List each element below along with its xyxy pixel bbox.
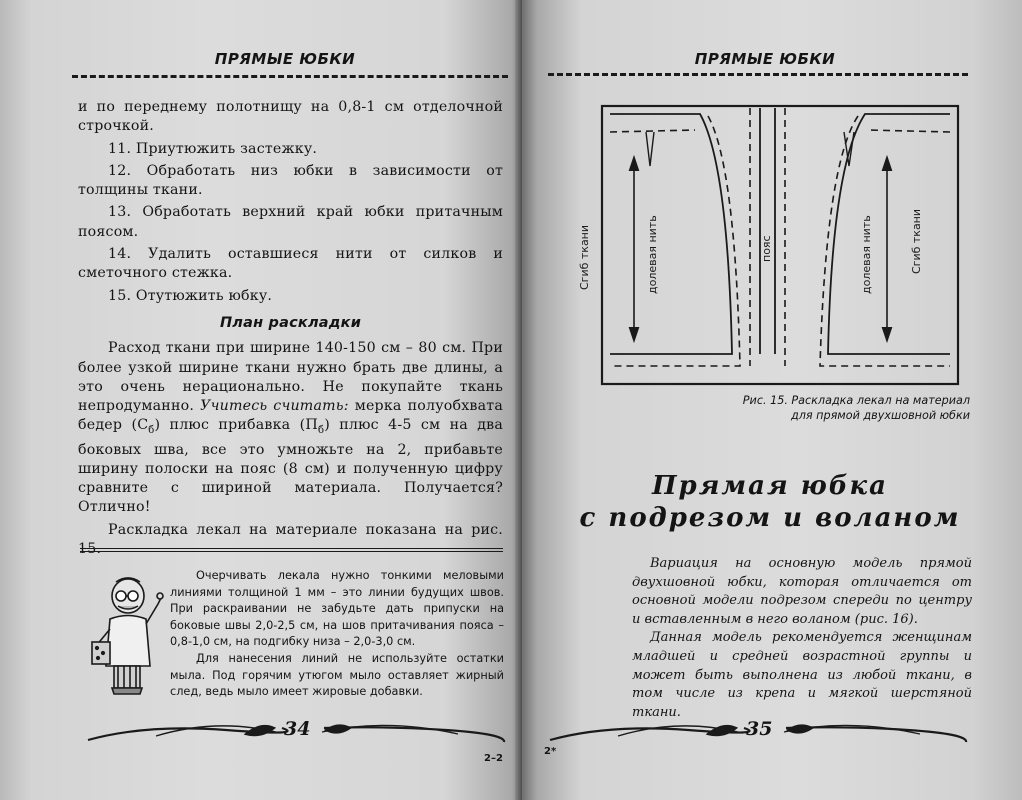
layout-diagram: [578, 104, 960, 386]
right-body-text: [632, 555, 972, 722]
plan-text-a: Расход ткани при ширине 140-150 см – 80 см. При более узкой ширине ткани нужно брать две длины, а это очень нерационально. Не покупайте ткань непродуманно.: [78, 340, 503, 415]
paragraph: 11. Приутюжить застежку.: [108, 140, 318, 157]
paragraph: 13. Обработать верхний край юбки притачным поясом.: [78, 204, 503, 240]
subheading: План раскладки: [219, 314, 362, 331]
plan-italic: Учитесь считать:: [200, 398, 349, 415]
plan-text-d: ) плюс 4-5 см на два боковых шва, все это умножьте на 2, прибавьте ширину полоски на пояс (8 см) и полученную цифру сравните с шириной материала. Получается? Отлично!: [78, 417, 503, 516]
caption-line-2: для прямой двухшовной юбки: [790, 409, 970, 422]
left-signature-mark: 2–2: [484, 753, 503, 764]
left-body-text: [78, 98, 503, 562]
right-head-rule: [548, 73, 968, 76]
plan-sub-2: б: [317, 425, 325, 437]
tip-note: [170, 568, 504, 701]
right-page-number: 35: [746, 718, 773, 740]
fold-label-right: Сгиб ткани: [910, 208, 923, 274]
paragraph: 15. Отутюжить юбку.: [108, 287, 273, 304]
right-signature-mark: 2*: [544, 746, 557, 757]
paragraph: 14. Удалить оставшиеся нити от силков и сметочного стежка.: [78, 246, 503, 282]
paragraph: и по переднему полотнищу на 0,8-1 см отделочной строчкой.: [78, 99, 503, 135]
belt-label: пояс: [760, 235, 773, 262]
right-running-head: ПРЯМЫЕ ЮБКИ: [694, 50, 836, 68]
note-paragraph-1: Очерчивать лекала нужно тонкими меловыми линиями толщиной 1 мм – это линии будущих швов. При раскраивании не забудьте дать припуски на боковые швы 2,0-2,5 см, на шов притачивания пояса – 0,8-1,0 см, на подгибку низа – 2,0-3,0 см.: [170, 569, 504, 649]
caption-line-1: Рис. 15. Раскладка лекал на материал: [742, 394, 970, 407]
section-title: [560, 470, 980, 534]
plan-sub-1: б: [148, 425, 155, 437]
plan-paragraph: [78, 339, 503, 518]
title-line-1: Прямая юбка: [651, 471, 888, 501]
plan-text-b: мерка полуобхвата бедер (С: [78, 398, 503, 434]
professor-mascot-illustration: [88, 574, 168, 696]
grain-label-right: долевая нить: [860, 215, 873, 294]
fold-label-left: Сгиб ткани: [578, 224, 591, 290]
right-paragraph-2: Данная модель рекомендуется женщинам младшей и средней возрастной группы и может быть выполнена из любой ткани, в том числе из крепа и мягкой шерстяной ткани.: [632, 630, 972, 720]
note-paragraph-2: Для нанесения линий не используйте остатки мыла. Под горячим утюгом мыло оставляет жирный след, ведь мыло имеет жировые добавки.: [170, 651, 504, 699]
plan-paragraph-2: Раскладка лекал на материале показана на рис. 15.: [78, 521, 503, 558]
plan-text-c: ) плюс прибавка (П: [154, 417, 318, 434]
title-line-2: с подрезом и воланом: [579, 503, 961, 533]
note-separator: [80, 548, 503, 552]
left-head-rule: [72, 75, 508, 78]
grain-label-left: долевая нить: [646, 215, 659, 294]
figure-caption: [640, 393, 970, 423]
left-running-head: ПРЯМЫЕ ЮБКИ: [214, 50, 356, 68]
paragraph: 12. Обработать низ юбки в зависимости от толщины ткани.: [78, 162, 503, 199]
left-page-number: 34: [284, 718, 311, 740]
right-paragraph-1: Вариация на основную модель прямой двухшовной юбки, которая отличается от основной модели подрезом спереди по центру и вставленным в него воланом (рис. 16).: [632, 556, 972, 627]
